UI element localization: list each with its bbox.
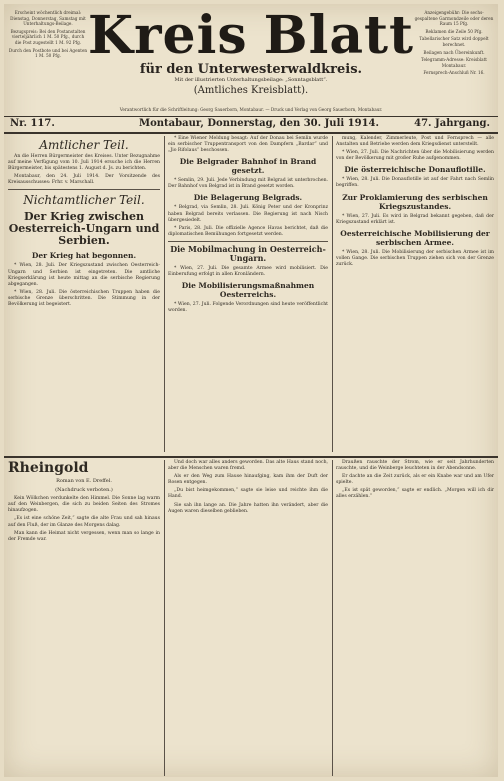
advertising-box [414, 10, 494, 78]
article-paragraph: * Eine Wiener Meldung besagt: Auf der Donau bei Semlin wurde ein serbischer Truppentransport von den Dampfern „Bardar“ und „Jio Rifolaus“ beschossen. [168, 136, 328, 154]
article-paragraph: * Wien, 27. Juli. Es wird in Belgrad bekannt gegeben, daß der Kriegszustand erklärt ist. [336, 213, 494, 225]
dateline [4, 116, 498, 134]
left-box-line: Durch den Postbote und bei Agenten 1 M. 50 Pfg. [8, 47, 88, 59]
article-paragraph: * Wien, 28. Juli. Die Mobilisierung der serbischen Armee ist im vollen Gange. Die serbischen Truppen ziehen sich von der Grenze zurück. [336, 249, 494, 267]
article-paragraph: * Paris, 28. Juli. Die offizielle Agence Havas berichtet, daß die diplomatischen Bemühungen fortgesetzt werden. [168, 225, 328, 237]
article-paragraph: * Wien, 28. Juli. Die österreichischen Truppen haben die serbische Grenze überschritten. Die Stimmung in der Bevölkerung ist begeistert. [8, 289, 160, 308]
title-right: Blatt [263, 5, 415, 66]
column-divider [164, 136, 165, 452]
article-paragraph: * Belgrad, via Semlin, 28. Juli. König Peter und der Kronprinz haben Belgrad bereits verlassen. Die Regierung ist nach Nisch übergesiedelt. [168, 205, 328, 223]
novel-paragraph: „Es ist spät geworden,“ sagte er endlich. „Morgen will ich dir alles erzählen.“ [336, 488, 494, 500]
novel-paragraph: Kein Wölkchen verdunkelte den Himmel. Die Sonne lag warm auf den Weinbergen, die sich zu beiden Seiten des Stromes hinaufzogen. [8, 496, 160, 514]
right-box-line: Anzeigengebühr: Die sechs-gespaltene Garmondzeile oder deren Raum 15 Pfg. [414, 10, 494, 27]
proclamation-headline: Zur Proklamierung des serbischen Kriegszustandes. [342, 192, 488, 211]
right-box-line: Beilagen nach Übereinkunft. [423, 49, 485, 55]
column-divider [332, 460, 333, 776]
column-divider [164, 460, 165, 776]
divider [168, 241, 328, 242]
column-3 [336, 136, 494, 270]
credit-line: Verantwortlich für die Schriftleitung: Georg Sauerborn, Montabaur. — Druck und Verlag von Georg Sauerborn, Montabaur. [119, 107, 383, 112]
novel-paragraph: Als er den Weg zum Hause hinaufging, kam ihm der Duft der Rosen entgegen. [168, 474, 328, 486]
title-block [87, 5, 415, 97]
divider [8, 189, 160, 190]
measures-headline: Die Mobilisierungsmaßnahmen Oesterreichs. [181, 281, 315, 300]
reprint-notice: (Nachdruck verboten.) [55, 487, 113, 494]
subtitle: für den Unterwesterwaldkreis. [139, 62, 363, 77]
newspaper-page [4, 4, 498, 777]
subscription-box [8, 10, 88, 61]
article-paragraph: * Wien, 27. Juli. Die Nachrichten über die Mobilisierung werden von der Bevölkerung mit großer Ruhe aufgenommen. [336, 150, 494, 162]
column-1 [8, 136, 160, 310]
article-paragraph: * Wien, 27. Juli. Die gesamte Armee wird mobilisiert. Die Einberufung erfolgt in allen Kronländern. [168, 265, 328, 278]
supplement-line: Mit der illustrierten Unterhaltungsbeilage: „Sonntagsblatt“. [174, 77, 328, 83]
novel-title: Rheingold [8, 460, 89, 476]
novel-paragraph: Man kann die Heimat nicht vergessen, wenn man so lange in der Fremde war. [8, 530, 160, 542]
column-2 [168, 136, 328, 316]
title-left: Kreis [87, 5, 248, 66]
novel-paragraph: „Es ist eine schöne Zeit,“ sagte die alte Frau und sah hinaus auf den Fluß, der im Glanze des Morgens dalag. [8, 516, 160, 528]
mobilization-headline: Die Mobilmachung in Oesterreich-Ungarn. [170, 243, 326, 263]
issue-date: Montabaur, Donnerstag, den 30. Juli 1914. [139, 118, 379, 129]
unofficial-section-heading: Nichtamtlicher Teil. [23, 193, 145, 208]
feuilleton-divider [4, 456, 498, 458]
novel-paragraph: Er dachte an die Zeit zurück, als er ein Knabe war und am Ufer spielte. [336, 474, 494, 486]
article-paragraph: An die Herren Bürgermeister des Kreises. Unter Bezugnahme auf meine Verfügung vom 10. Juli 1914 ersuche ich die Herren Bürgermeister, bis spätestens 1. August d. Js. zu berichten. [8, 154, 160, 172]
novel-paragraph: Sie sah ihn lange an. Die Jahre hatten ihn verändert, aber die Augen waren dieselben geblieben. [168, 502, 328, 514]
right-box-line: Telegramm-Adresse: Kreisblatt Montabaur. [421, 57, 487, 68]
article-paragraph: mung, Kalender, Zimmerleute, Post und Fernsprech — alle Anstalten und Betriebe werden dem Kriegsdienst unterstellt. [336, 136, 494, 148]
official-section-heading: Amtlicher Teil. [39, 138, 129, 152]
column-divider [332, 136, 333, 452]
feuilleton-column-3 [336, 460, 494, 503]
novel-paragraph: Und doch war alles anders geworden. Das alte Haus stand noch, aber die Menschen waren fremd. [168, 460, 328, 472]
masthead [4, 4, 498, 117]
article-paragraph: * Wien, 27. Juli. Folgende Verordnungen sind heute veröffentlicht worden. [168, 302, 328, 314]
newspaper-title [87, 5, 415, 66]
novel-author: Roman von E. Dreffel. [56, 478, 112, 484]
article-paragraph: * Wien, 28. Juli. Der Kriegszustand zwischen Oesterreich-Ungarn und Serbien ist eingetreten. Die amtliche Kriegserklärung ist heute mittag an die serbische Regierung abgegangen. [8, 263, 160, 287]
official-label: (Amtliches Kreisblatt). [193, 85, 309, 96]
siege-headline: Die Belagerung Belgrads. [193, 193, 303, 203]
flotilla-headline: Die österreichische Donauflotille. [344, 165, 486, 175]
war-headline: Der Krieg zwischen Oesterreich-Ungarn und Serbien. [8, 210, 160, 248]
feuilleton-column-1 [8, 460, 160, 545]
novel-paragraph: Draußen rauschte der Strom, wie er seit Jahrhunderten rauschte, und die Weinberge leuchteten in der Abendsonne. [336, 460, 494, 472]
left-box-line: Bezugspreis: Bei den Postanstalten vierteljährlich 1 M. 50 Pfg., durch die Post zugestellt 1 M. 92 Pfg. [10, 28, 86, 45]
serbian-army-headline: Oesterreichische Mobilisierung der serbischen Armee. [340, 228, 490, 247]
right-box-line: Tabellarischer Satz wird doppelt berechnet. [419, 36, 489, 47]
left-box-line: Erscheint wöchentlich dreimal: Dienstag, Donnerstag, Samstag mit Unterhaltungs-Beilage. [10, 10, 86, 27]
belgrade-headline: Die Belgrader Bahnhof in Brand gesetzt. [179, 157, 317, 176]
feuilleton-column-2 [168, 460, 328, 517]
issue-number: Nr. 117. [10, 118, 55, 129]
right-box-line: Reklamen die Zeile 50 Pfg. [425, 28, 483, 34]
right-box-line: Fernsprech-Anschluß Nr. 16. [423, 70, 485, 76]
novel-paragraph: „Du bist heimgekommen,“ sagte sie leise und reichte ihm die Hand. [168, 488, 328, 500]
article-paragraph: * Wien, 28. Juli. Die Donauflotille ist auf der Fahrt nach Semlin begriffen. [336, 177, 494, 189]
war-begun-headline: Der Krieg hat begonnen. [31, 251, 137, 261]
article-paragraph: * Semlin, 29. Juli. Jede Verbindung mit Belgrad ist unterbrochen. Der Bahnhof von Belgrad ist in Brand gesetzt worden. [168, 178, 328, 190]
volume-year: 47. Jahrgang. [414, 118, 490, 129]
article-paragraph: Montabaur, den 24. Juli 1914. Der Vorsitzende des Kreisausschusses: Frhr. v. Marschall. [8, 174, 160, 186]
